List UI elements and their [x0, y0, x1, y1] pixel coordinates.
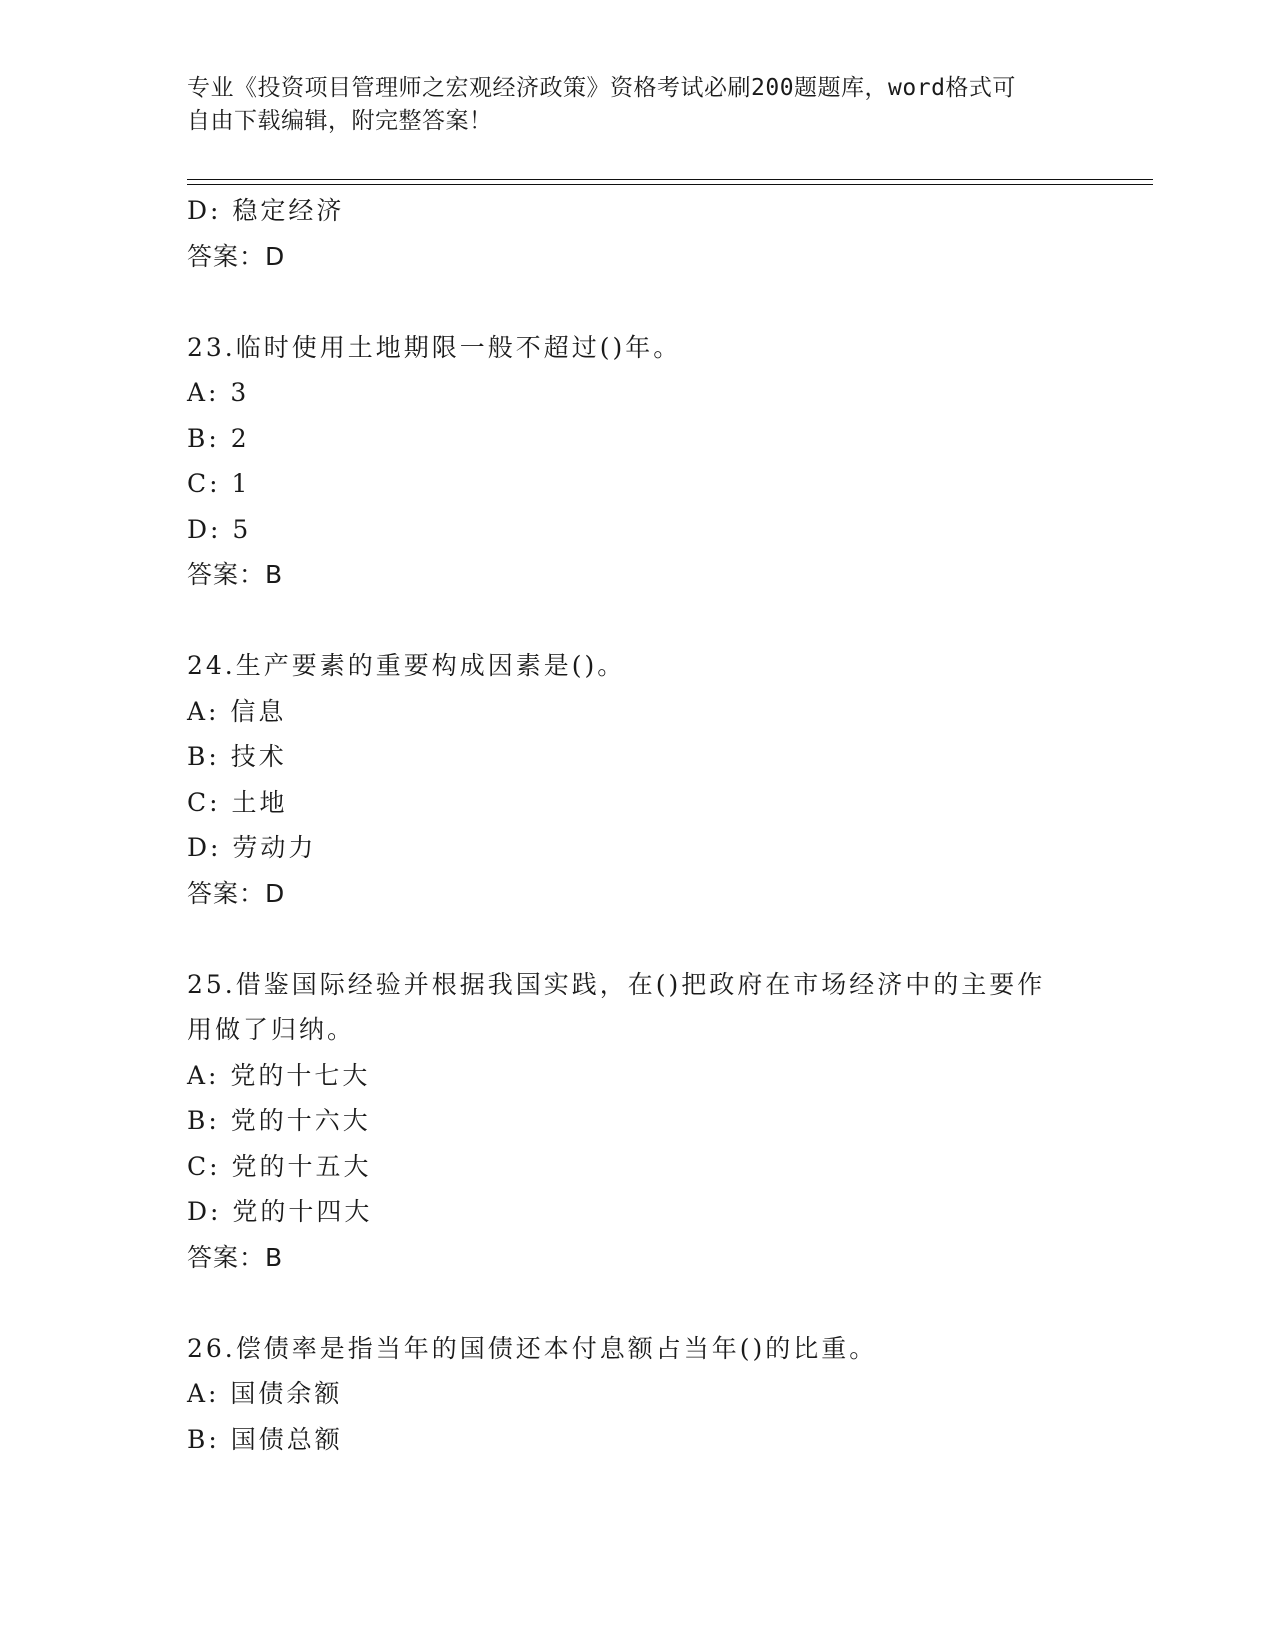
option-d: D: 党的十四大 [187, 1197, 373, 1226]
header-line-1: 专业《投资项目管理师之宏观经济政策》资格考试必刷200题题库，word格式可 [187, 75, 1016, 101]
question-text: 23.临时使用土地期限一般不超过()年。 [187, 332, 682, 362]
document-body [187, 188, 1087, 1462]
answer: 答案：B [187, 560, 284, 589]
question-text-line-2: 用做了归纳。 [187, 1015, 356, 1044]
option-c: C: 土地 [187, 787, 288, 817]
option-d: D: 5 [187, 514, 252, 544]
option-c: C: 党的十五大 [187, 1151, 372, 1181]
option-d: D: 劳动力 [187, 833, 317, 862]
document-header [187, 72, 1067, 138]
option-b: B: 国债总额 [187, 1424, 343, 1454]
answer: 答案：B [187, 1242, 284, 1272]
question-text-line-1: 25.借鉴国际经验并根据我国实践，在()把政府在市场经济中的主要作 [187, 969, 1046, 999]
question-24 [187, 643, 1087, 916]
option-a: A: 党的十七大 [187, 1060, 371, 1090]
header-line-2: 自由下载编辑，附完整答案！ [187, 108, 493, 134]
prev-answer: 答案：D [187, 241, 286, 271]
question-text: 26.偿债率是指当年的国债还本付息额占当年()的比重。 [187, 1333, 878, 1363]
header-rule-top [187, 179, 1153, 180]
option-c: C: 1 [187, 469, 251, 498]
option-a: A: 国债余额 [187, 1379, 343, 1408]
question-23 [187, 325, 1087, 598]
option-b: B: 党的十六大 [187, 1106, 371, 1135]
option-a: A: 信息 [187, 696, 287, 726]
question-25 [187, 962, 1087, 1281]
question-26 [187, 1326, 1087, 1463]
prev-option-d: D: 稳定经济 [187, 196, 345, 225]
option-b: B: 技术 [187, 742, 287, 771]
option-a: A: 3 [187, 378, 250, 407]
answer: 答案：D [187, 878, 286, 908]
header-rule-bottom [187, 184, 1153, 185]
option-b: B: 2 [187, 423, 250, 453]
question-text: 24.生产要素的重要构成因素是()。 [187, 651, 626, 680]
